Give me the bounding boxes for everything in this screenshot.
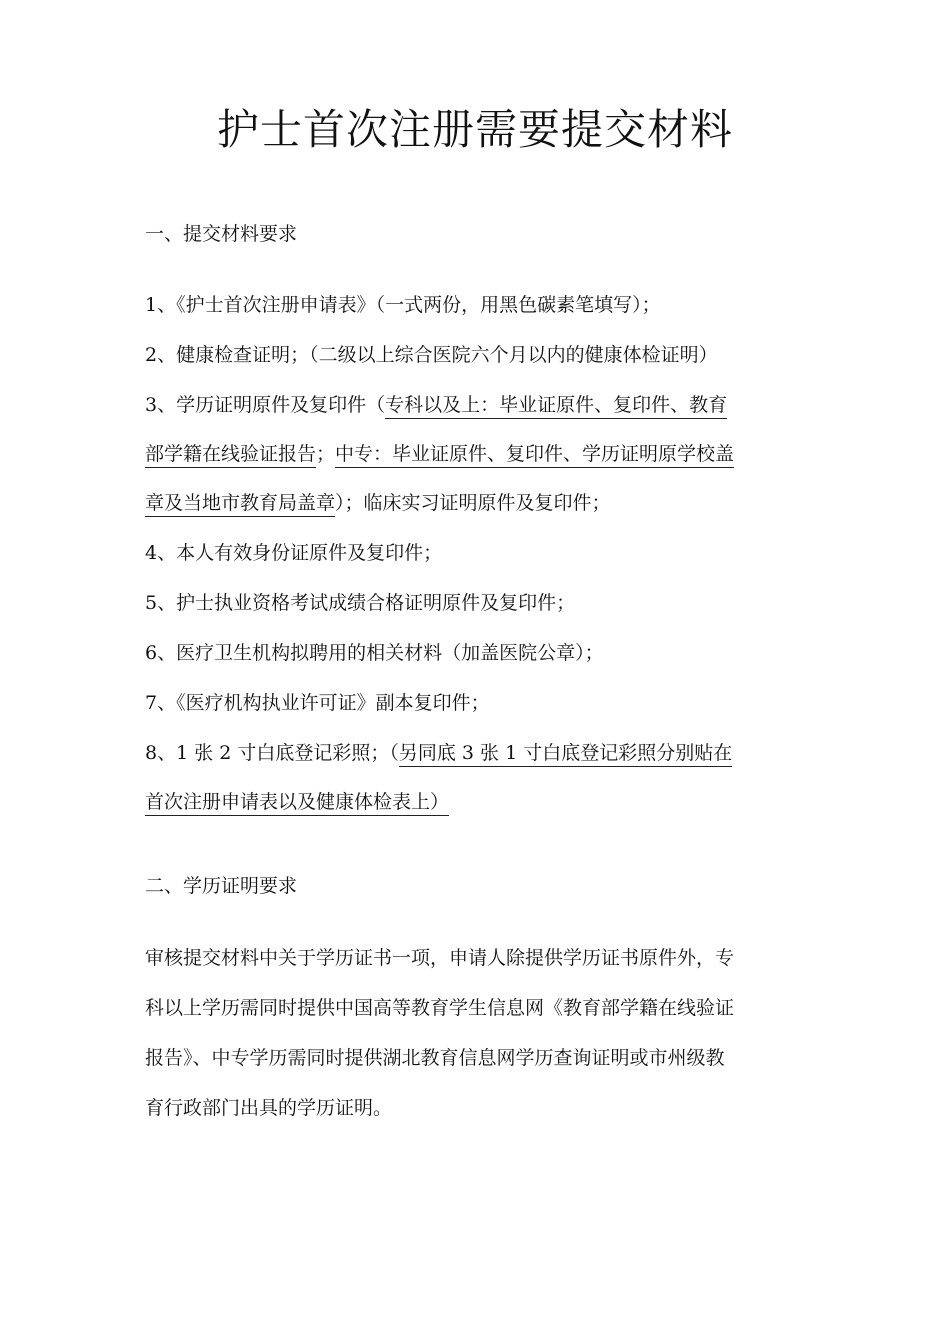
item3-separator: ；: [316, 443, 336, 465]
item3-prefix: 3、学历证明原件及复印件（: [145, 394, 386, 416]
section-heading-education: 二、学历证明要求: [145, 875, 298, 897]
list-item-4: 4、本人有效身份证原件及复印件；: [145, 542, 443, 564]
item8-underlined-forms: 首次注册申请表以及健康体检表上）: [145, 791, 449, 816]
section-heading-materials: 一、提交材料要求: [145, 223, 298, 245]
item3-underlined-college: 专科以及上：毕业证原件、复印件、教育: [385, 394, 727, 419]
item8-underlined-photos: 另同底 3 张 1 寸白底登记彩照分别贴在: [399, 742, 732, 767]
item3-underlined-seal: 章及当地市教育局盖章: [145, 492, 335, 517]
item3-suffix: ）；临床实习证明原件及复印件；: [335, 492, 611, 514]
list-item-2: 2、健康检查证明；（二级以上综合医院六个月以内的健康体检证明）: [145, 344, 718, 366]
list-item-6: 6、医疗卫生机构拟聘用的相关材料（加盖医院公章）；: [145, 642, 604, 664]
list-item-5: 5、护士执业资格考试成绩合格证明原件及复印件；: [145, 592, 576, 614]
list-item-3: [145, 381, 813, 528]
document-title: 护士首次注册需要提交材料: [216, 105, 733, 154]
list-item-1: 1、《护士首次注册申请表》（一式两份，用黑色碳素笔填写）；: [145, 294, 661, 316]
item3-underlined-secondary: 中专：毕业证原件、复印件、学历证明原学校盖: [335, 443, 734, 468]
list-item-8: [145, 729, 813, 827]
education-paragraph: 审核提交材料中关于学历证书一项，申请人除提供学历证书原件外，专 科以上学历需同时提供中国高等教育学生信息网《教育部学籍在线验证 报告》、中专学历需同时提供湖北教育信息网学历查询证明或市州级教 育行政部门出具的学历证明。: [145, 947, 735, 1119]
list-item-7: 7、《医疗机构执业许可证》副本复印件；: [145, 692, 490, 714]
item3-underlined-report: 部学籍在线验证报告: [145, 443, 316, 468]
item8-prefix: 8、1 张 2 寸白底登记彩照；（: [145, 742, 399, 764]
